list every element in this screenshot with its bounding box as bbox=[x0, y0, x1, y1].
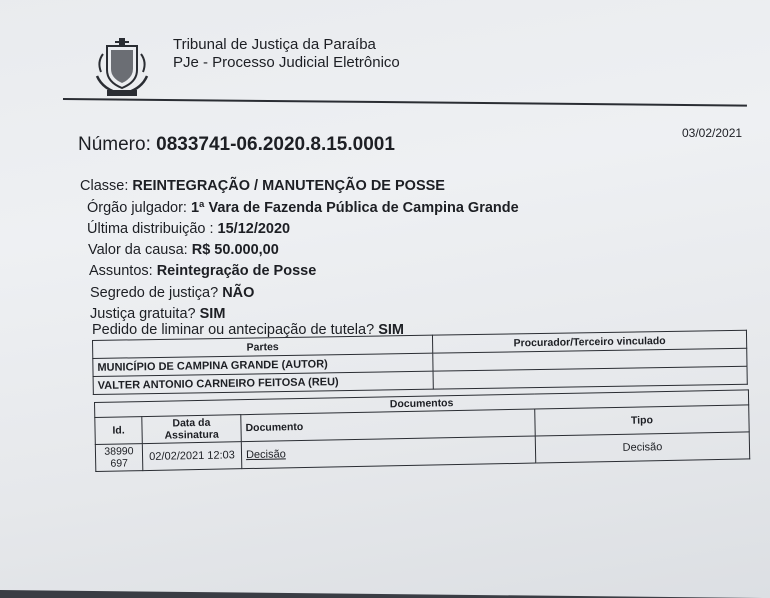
classe-value: REINTEGRAÇÃO / MANUTENÇÃO DE POSSE bbox=[132, 178, 445, 194]
valor-label: Valor da causa: bbox=[88, 242, 188, 258]
documents-title: Documentos bbox=[95, 390, 749, 418]
court-crest-logo bbox=[93, 36, 151, 98]
segredo-label: Segredo de justiça? bbox=[90, 285, 219, 301]
party-name: VALTER ANTONIO CARNEIRO FEITOSA (REU) bbox=[93, 371, 433, 394]
orgao-value: 1ª Vara de Fazenda Pública de Campina Grande bbox=[190, 200, 519, 216]
liminar-label: Pedido de liminar ou antecipação de tutela? bbox=[92, 322, 375, 338]
doc-tipo: Decisão bbox=[535, 432, 749, 463]
orgao-label: Órgão julgador: bbox=[87, 200, 187, 216]
system-name: PJe - Processo Judicial Eletrônico bbox=[173, 54, 400, 71]
gratuita-label: Justiça gratuita? bbox=[90, 306, 196, 322]
parties-table bbox=[92, 330, 748, 395]
valor-value: R$ 50.000,00 bbox=[191, 242, 279, 258]
gratuita-value: SIM bbox=[199, 306, 226, 322]
numero-label: Número: bbox=[78, 134, 151, 155]
parties-header-procurador: Procurador/Terceiro vinculado bbox=[433, 330, 747, 353]
header-tipo: Tipo bbox=[535, 405, 749, 436]
header-data-assinatura: Data da Assinatura bbox=[142, 415, 242, 444]
parties-header-partes: Partes bbox=[93, 335, 433, 358]
classe-line bbox=[80, 178, 445, 194]
assuntos-label: Assuntos: bbox=[89, 263, 153, 279]
liminar-value: SIM bbox=[378, 322, 404, 338]
header-id: Id. bbox=[95, 417, 143, 445]
assuntos-line bbox=[89, 263, 316, 279]
segredo-value: NÃO bbox=[222, 285, 255, 301]
process-number bbox=[78, 134, 395, 156]
numero-value: 0833741-06.2020.8.15.0001 bbox=[156, 134, 395, 155]
valor-line bbox=[88, 242, 279, 258]
doc-data: 02/02/2021 12:03 bbox=[142, 442, 242, 471]
document-date: 03/02/2021 bbox=[682, 126, 743, 140]
doc-documento-link[interactable]: Decisão bbox=[241, 436, 535, 469]
party-procurador bbox=[433, 366, 747, 389]
documents-table bbox=[94, 389, 750, 472]
party-name: MUNICÍPIO DE CAMPINA GRANDE (AUTOR) bbox=[93, 353, 433, 376]
distribuicao-line bbox=[87, 221, 290, 237]
assuntos-value: Reintegração de Posse bbox=[156, 263, 317, 279]
header-divider bbox=[63, 98, 747, 107]
court-name: Tribunal de Justiça da Paraíba bbox=[173, 36, 376, 53]
distribuicao-label: Última distribuição : bbox=[87, 221, 214, 237]
gratuita-line bbox=[90, 306, 225, 322]
segredo-line bbox=[90, 285, 254, 301]
doc-id: 38990 697 bbox=[95, 444, 143, 472]
header-documento: Documento bbox=[241, 409, 535, 442]
classe-label: Classe: bbox=[80, 178, 129, 194]
distribuicao-value: 15/12/2020 bbox=[217, 221, 291, 237]
orgao-line bbox=[87, 200, 519, 216]
